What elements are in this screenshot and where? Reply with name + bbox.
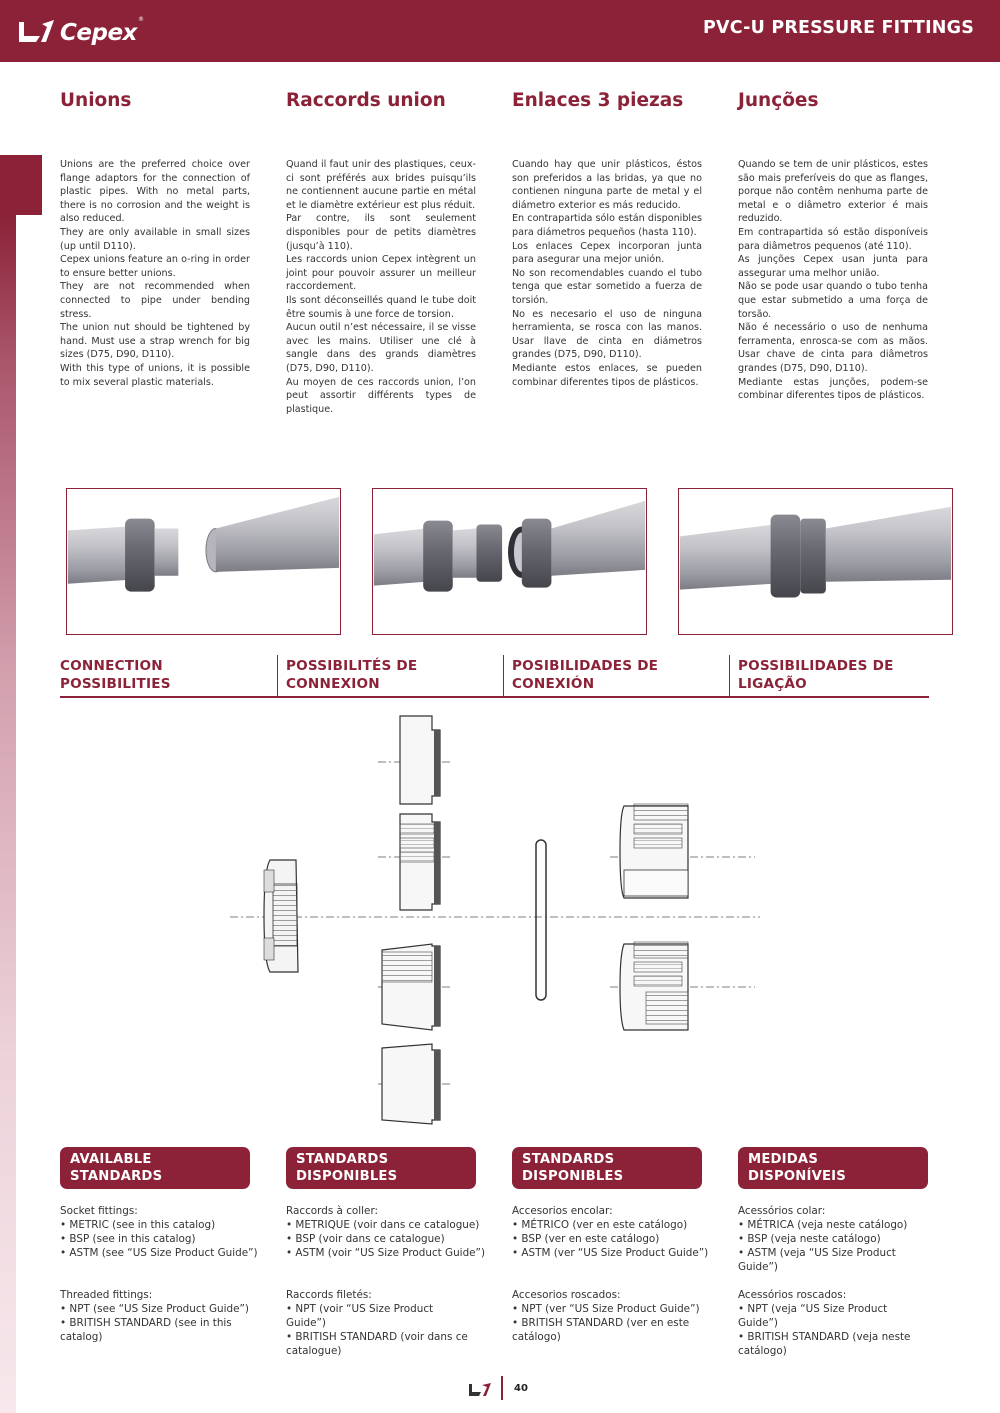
connection-heading-line: POSSIBILITIES: [60, 676, 171, 692]
union-photo-separated: [66, 488, 341, 635]
list-label: Raccords à coller:: [286, 1205, 379, 1217]
list-label: Acessórios roscados:: [738, 1289, 847, 1301]
list-item: • METRIQUE (voir dans ce catalogue): [286, 1219, 480, 1231]
connection-heading-line: CONEXIÓN: [512, 676, 595, 692]
heading-pt: Junções: [738, 90, 819, 111]
paragraph: Quando se tem de unir plásticos, estes são mais preferíveis do que as flanges, porque não contêm nenhuma parte de metal e o diâmetro exterior é mais reduzido.: [738, 159, 928, 225]
list-item: • NPT (voir “US Size Product Guide”): [286, 1303, 434, 1329]
section-rule: [60, 696, 929, 698]
socket-list-fr: [286, 1204, 486, 1260]
paragraph: Les raccords union Cepex intègrent un joint pour pouvoir assurer un meilleur raccordement.: [286, 254, 476, 293]
list-item: • ASTM (ver “US Size Product Guide”): [512, 1247, 709, 1259]
paragraph: No es necesario el uso de ninguna herramienta, se rosca con las manos. Usar llave de cinta en diámetros grandes (D75, D90, D110).: [512, 308, 702, 361]
edge-strip-inner: [16, 215, 42, 1413]
connection-heading-line: LIGAÇÃO: [738, 676, 807, 692]
list-item: • BRITISH STANDARD (voir dans ce catalogue): [286, 1331, 468, 1357]
divider: [277, 655, 278, 696]
threaded-list-es: [512, 1288, 702, 1344]
socket-list-pt: [738, 1204, 918, 1274]
list-label: Threaded fittings:: [60, 1289, 153, 1301]
connection-heading-line: POSSIBILIDADES DE: [738, 658, 894, 674]
standards-heading-line: DISPONIBLES: [296, 1168, 398, 1184]
socket-end-drawing: [400, 716, 440, 804]
paragraph: Mediante estas junções, podem-se combinar diferentes tipos de plásticos.: [738, 376, 928, 402]
body-es: [512, 158, 702, 389]
list-item: • BRITISH STANDARD (see in this catalog): [60, 1317, 232, 1343]
registered-mark: ®: [138, 16, 144, 23]
heading-es: Enlaces 3 piezas: [512, 90, 684, 111]
paragraph: Cepex unions feature an o-ring in order to ensure better unions.: [60, 254, 250, 279]
union-photo-partial: [372, 488, 647, 635]
paragraph: As junções Cepex usan junta para assegurar uma melhor união.: [738, 254, 928, 279]
connection-heading-line: CONNEXION: [286, 676, 380, 692]
female-threaded-union-drawing: [620, 942, 688, 1030]
list-item: • BSP (veja neste catálogo): [738, 1233, 881, 1245]
cepex-logo-icon: [468, 1382, 492, 1398]
body-pt: [738, 158, 928, 403]
paragraph: Não se pode usar quando o tubo tenha que estar submetido a uma força de torsão.: [738, 281, 928, 320]
list-item: • MÉTRICO (ver en este catálogo): [512, 1219, 688, 1231]
union-photo: [679, 489, 952, 634]
heading-fr: Raccords union: [286, 90, 446, 111]
connection-heading-fr: [286, 657, 417, 693]
paragraph: Em contrapartida só estão disponíveis para diâmetros pequenos (até 110).: [738, 226, 928, 252]
paragraph: Unions are the preferred choice over flange adaptors for the connection of plastic pipes. With no metal parts, there is no corrosion and the weight is also reduced.: [60, 159, 250, 225]
union-nut-drawing: [264, 860, 298, 972]
list-label: Accesorios encolar:: [512, 1205, 613, 1217]
paragraph: Par contre, ils sont seulement disponibles pour de petits diamètres (jusqu’à 110).: [286, 213, 476, 252]
paragraph: En contrapartida sólo están disponibles para diámetros pequeños (hasta 110).: [512, 213, 702, 238]
page-title: PVC-U PRESSURE FITTINGS: [702, 18, 974, 38]
connection-drawing: [60, 700, 930, 1140]
standards-heading-es: [512, 1147, 702, 1189]
threaded-list-en: [60, 1288, 250, 1344]
page-number: 40: [514, 1383, 528, 1394]
list-label: Raccords filetés:: [286, 1289, 372, 1301]
list-item: • NPT (ver “US Size Product Guide”): [512, 1303, 700, 1315]
paragraph: No son recomendables cuando el tubo tenga que estar sometido a fuerza de torsión.: [512, 267, 702, 306]
list-item: • ASTM (voir “US Size Product Guide”): [286, 1247, 485, 1259]
standards-heading-pt: [738, 1147, 928, 1189]
list-item: • BRITISH STANDARD (veja neste catálogo): [738, 1331, 911, 1357]
standards-heading-line: STANDARDS: [522, 1152, 615, 1167]
paragraph: Não é necessário o uso de nenhuma ferramenta, enrosca-se com as mãos. Usar chave de cinta para diâmetros grandes (D75, D90, D110).: [738, 322, 928, 374]
standards-heading-line: AVAILABLE: [70, 1152, 152, 1167]
paragraph: Aucun outil n’est nécessaire, il se visse avec les mains. Utiliser une clé à sangle dans des grands diamètres (D75, D90, D110).: [286, 322, 476, 374]
paragraph: Ils sont déconseillés quand le tube doit être soumis à une force de torsion.: [286, 294, 476, 320]
standards-heading-line: DISPONIBLES: [522, 1168, 624, 1184]
threaded-list-pt: [738, 1288, 928, 1358]
list-label: Accesorios roscados:: [512, 1289, 621, 1301]
list-label: Socket fittings:: [60, 1205, 138, 1217]
list-item: • ASTM (see “US Size Product Guide”): [60, 1247, 258, 1259]
paragraph: Quand il faut unir des plastiques, ceux-ci sont préférés aux brides puisqu’ils ne contiennent aucune partie en métal et le diamètre extérieur est plus réduit.: [286, 159, 476, 211]
heading-en: Unions: [60, 90, 132, 111]
divider: [503, 655, 504, 696]
paragraph: Los enlaces Cepex incorporan junta para asegurar una mejor unión.: [512, 240, 702, 266]
connection-heading-es: [512, 657, 658, 693]
divider: [729, 655, 730, 696]
connection-heading-line: POSSIBILITÉS DE: [286, 658, 418, 674]
list-item: • BSP (ver en este catálogo): [512, 1233, 660, 1245]
standards-heading-fr: [286, 1147, 476, 1189]
union-photo: [67, 489, 340, 634]
footer-divider: [501, 1376, 503, 1400]
list-item: • ASTM (veja “US Size Product Guide”): [738, 1247, 896, 1273]
socket-list-es: [512, 1204, 712, 1260]
header-bar: [0, 0, 1000, 62]
body-en: [60, 158, 250, 389]
threaded-socket-drawing: [400, 814, 440, 910]
connection-drawing-svg: [60, 700, 930, 1140]
connection-heading-pt: [738, 657, 894, 693]
paragraph: With this type of unions, it is possible to mix several plastic materials.: [60, 362, 250, 388]
standards-heading-en: [60, 1147, 250, 1189]
standards-heading-line: MEDIDAS: [748, 1152, 819, 1167]
list-item: • BSP (see in this catalog): [60, 1233, 196, 1245]
cepex-logo: [16, 16, 166, 52]
socket-list-en: [60, 1204, 260, 1260]
list-item: • NPT (veja “US Size Product Guide”): [738, 1303, 888, 1329]
long-socket-drawing: [382, 1044, 440, 1124]
list-label: Acessórios colar:: [738, 1205, 826, 1217]
o-ring-drawing: [536, 840, 546, 1000]
cepex-logo-icon: [16, 18, 56, 48]
list-item: • BSP (voir dans ce catalogue): [286, 1233, 445, 1245]
brand-name: Cepex: [60, 20, 137, 46]
list-item: • BRITISH STANDARD (ver en este catálogo): [512, 1317, 690, 1343]
threaded-list-fr: [286, 1288, 476, 1358]
paragraph: Au moyen de ces raccords union, l’on peut assortir différents types de plastique.: [286, 376, 476, 415]
union-photo-assembled: [678, 488, 953, 635]
edge-tab: [0, 155, 42, 215]
paragraph: Cuando hay que unir plásticos, éstos son preferidos a las bridas, ya que no contienen ninguna parte de metal y el diámetro exterior es más reducido.: [512, 159, 702, 211]
paragraph: Mediante estos enlaces, se pueden combinar diferentes tipos de plásticos.: [512, 362, 702, 388]
list-item: • NPT (see “US Size Product Guide”): [60, 1303, 249, 1315]
list-item: • MÉTRICA (veja neste catálogo): [738, 1219, 908, 1231]
list-item: • METRIC (see in this catalog): [60, 1219, 216, 1231]
connection-heading-line: CONNECTION: [60, 658, 163, 674]
body-fr: [286, 158, 476, 416]
female-union-drawing: [620, 804, 688, 898]
standards-heading-line: STANDARDS: [70, 1168, 163, 1184]
standards-heading-line: STANDARDS: [296, 1152, 389, 1167]
connection-heading-en: [60, 657, 171, 693]
paragraph: The union nut should be tightened by hand. Must use a strap wrench for big sizes (D75, D90, D110).: [60, 322, 250, 361]
union-photo: [373, 489, 646, 634]
standards-heading-line: DISPONÍVEIS: [748, 1168, 846, 1184]
male-thread-drawing: [382, 944, 440, 1030]
paragraph: They are not recommended when connected to pipe under bending stress.: [60, 281, 250, 320]
connection-heading-line: POSIBILIDADES DE: [512, 658, 659, 674]
paragraph: They are only available in small sizes (up until D110).: [60, 226, 250, 252]
